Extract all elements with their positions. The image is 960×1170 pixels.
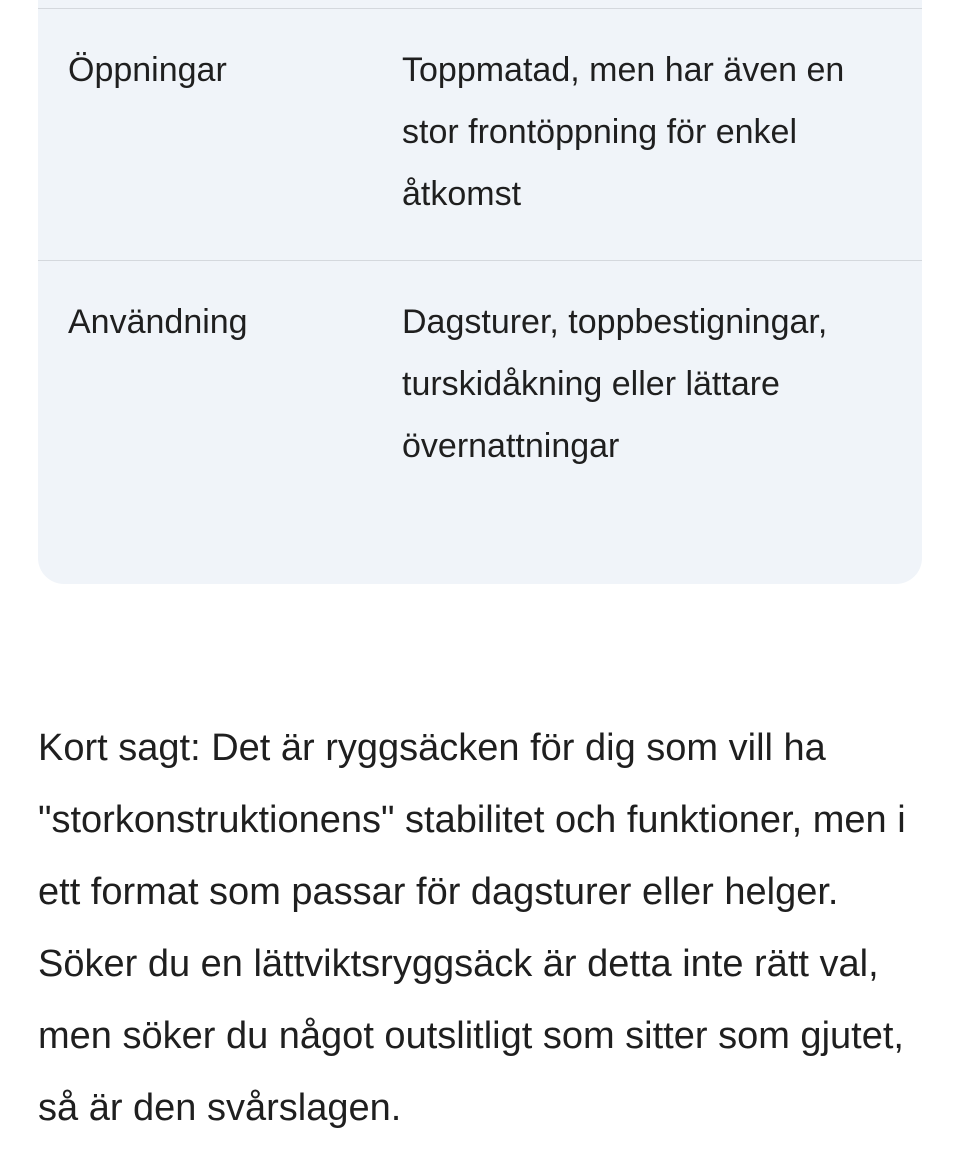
row-divider xyxy=(38,8,922,9)
row-value-usage: Dagsturer, toppbestigningar, turskidåkning eller lättare övernattningar xyxy=(402,303,828,465)
summary-paragraph: Kort sagt: Det är ryggsäcken för dig som vill ha "storkonstruktionens" stabilitet och funktioner, men i ett format som passar för dagsturer eller helger. Söker du en lättviktsryggsäck är detta inte rätt val, men söker du något outslitligt som sitter som gjutet, så är den svårslagen. xyxy=(38,727,906,1129)
row-label-usage: Användning xyxy=(68,303,248,341)
row-label-openings: Öppningar xyxy=(68,51,227,89)
row-divider xyxy=(38,260,922,261)
spec-table xyxy=(38,0,922,584)
row-value-openings: Toppmatad, men har även en stor frontöppning för enkel åtkomst xyxy=(402,51,845,213)
